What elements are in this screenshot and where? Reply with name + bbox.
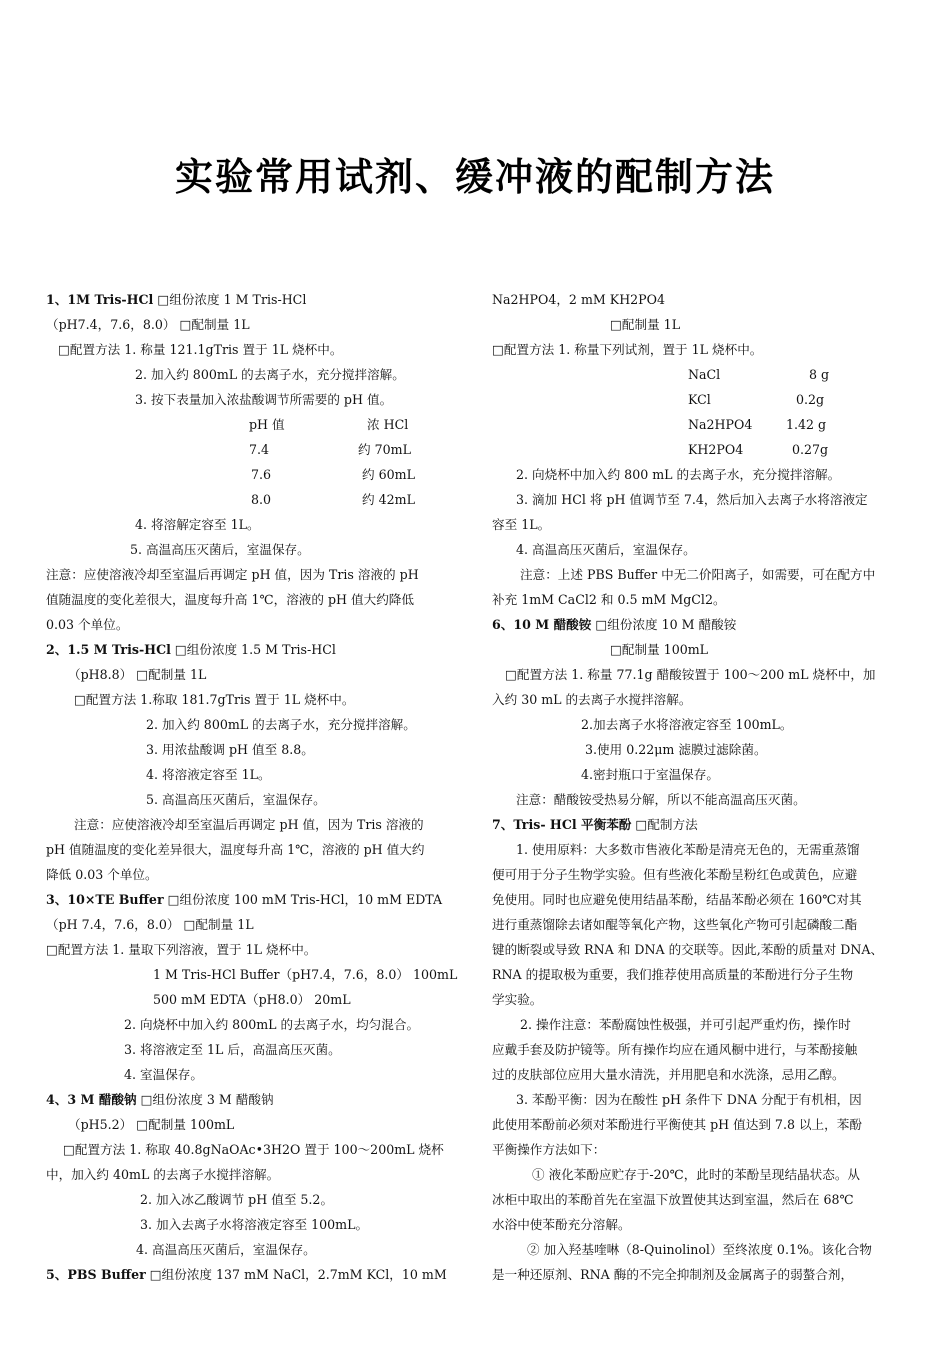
section-heading: 5、PBS Buffer: [46, 1267, 146, 1282]
line-text: 2. 操作注意：苯酚腐蚀性极强，并可引起严重灼伤，操作时: [520, 1017, 851, 1032]
line-text: 0.27g: [792, 442, 829, 457]
line-text: □配制量 100mL: [610, 642, 709, 657]
line-text: 便可用于分子生物学实验。但有些液化苯酚呈粉红色或黄色，应避: [492, 867, 858, 882]
line-text: 注意：醋酸铵受热易分解，所以不能高温高压灭菌。: [516, 792, 806, 807]
line-text: 7.6: [251, 467, 272, 482]
text-line: [153, 992, 351, 1008]
text-line: [135, 367, 405, 383]
line-text: 0.2g: [796, 392, 825, 407]
text-line: [124, 1067, 203, 1083]
line-text: □组份浓度 3 M 醋酸钠: [136, 1092, 274, 1107]
line-text: 1 M Tris-HCl Buffer（pH7.4，7.6，8.0） 100mL: [153, 967, 458, 982]
text-line: [520, 567, 875, 583]
text-line: [492, 967, 853, 983]
line-text: KCl: [688, 392, 711, 407]
line-text: 7.4: [249, 442, 270, 457]
line-text: 1.42 g: [786, 417, 827, 432]
text-line: [46, 567, 419, 583]
line-text: 浓 HCl: [367, 417, 409, 432]
text-line: [585, 742, 767, 758]
text-line: [492, 1117, 862, 1133]
text-line: [520, 1017, 851, 1033]
line-text: （pH 7.4，7.6，8.0） □配制量 1L: [46, 917, 254, 932]
line-text: 过的皮肤部位应用大量水清洗，并用肥皂和水洗涤，忌用乙醇。: [492, 1067, 845, 1082]
line-text: 2. 向烧杯中加入约 800 mL 的去离子水，充分搅拌溶解。: [516, 467, 841, 482]
text-line: [516, 542, 696, 558]
text-line: [492, 1217, 631, 1233]
text-line: [492, 867, 857, 883]
line-text: 约 60mL: [362, 467, 415, 482]
text-line: [140, 1217, 368, 1233]
text-line: [492, 1192, 854, 1208]
text-line: [492, 1142, 605, 1158]
line-text: 应戴手套及防护镜等。所有操作均应在通风橱中进行，与苯酚接触: [492, 1042, 858, 1057]
text-line: [610, 642, 708, 658]
line-text: □配制量 1L: [610, 317, 681, 332]
section-heading: 6、10 M 醋酸铵: [492, 617, 592, 632]
text-line: [146, 792, 326, 808]
text-line: [492, 1267, 853, 1283]
section-heading-line: [492, 617, 736, 633]
line-text: 注意：应使溶液冷却至室温后再调定 pH 值，因为 Tris 溶液的: [74, 817, 424, 832]
text-line: [68, 1117, 234, 1133]
line-text: 3. 滴加 HCl 将 pH 值调节至 7.4，然后加入去离子水将溶液定: [516, 492, 868, 507]
section-heading: 7、Tris- HCl 平衡苯酚: [492, 817, 632, 832]
text-line: [688, 417, 752, 433]
line-text: 水浴中使苯酚充分溶解。: [492, 1217, 631, 1232]
section-heading: 4、3 M 醋酸钠: [46, 1092, 137, 1107]
text-line: [74, 817, 424, 833]
line-text: 8.0: [251, 492, 272, 507]
line-text: 0.03 个单位。: [46, 617, 129, 632]
text-line: [124, 1042, 341, 1058]
line-text: 2. 加入约 800mL 的去离子水，充分搅拌溶解。: [146, 717, 416, 732]
text-line: [249, 442, 269, 458]
text-line: [610, 317, 680, 333]
text-line: [581, 767, 719, 783]
text-line: [362, 492, 415, 508]
text-line: [492, 892, 862, 908]
section-heading-line: [46, 1267, 447, 1283]
line-text: 注意：上述 PBS Buffer 中无二价阳离子，如需要，可在配方中: [520, 567, 876, 582]
section-heading: 2、1.5 M Tris-HCl: [46, 642, 171, 657]
text-line: [251, 492, 271, 508]
text-line: [532, 1167, 860, 1183]
section-heading-line: [46, 292, 306, 308]
text-line: [792, 442, 828, 458]
line-text: 容至 1L。: [492, 517, 551, 532]
line-text: ② 加入羟基喹啉（8-Quinolinol）至终浓度 0.1%。该化合物: [527, 1242, 872, 1257]
line-text: NaCl: [688, 367, 721, 382]
text-line: [527, 1242, 872, 1258]
page-title: 实验常用试剂、缓冲液的配制方法: [174, 155, 775, 199]
line-text: □配置方法 1. 称量 121.1gTris 置于 1L 烧杯中。: [58, 342, 343, 357]
text-line: [492, 1067, 845, 1083]
text-line: [46, 1167, 279, 1183]
line-text: □组份浓度 1 M Tris-HCl: [153, 292, 307, 307]
line-text: 中，加入约 40mL 的去离子水搅拌溶解。: [46, 1167, 280, 1182]
text-line: [492, 992, 542, 1008]
text-line: [492, 942, 883, 958]
text-line: [124, 1017, 419, 1033]
section-heading-line: [46, 642, 336, 658]
line-text: Na2HPO4，2 mM KH2PO4: [492, 292, 665, 307]
line-text: 2. 向烧杯中加入约 800mL 的去离子水，均匀混合。: [124, 1017, 420, 1032]
line-text: 3. 将溶液定至 1L 后，高温高压灭菌。: [124, 1042, 341, 1057]
line-text: □配制方法: [631, 817, 698, 832]
line-text: KH2PO4: [688, 442, 744, 457]
line-text: □组份浓度 10 M 醋酸铵: [591, 617, 737, 632]
text-line: [796, 392, 824, 408]
text-line: [516, 842, 859, 858]
line-text: □配置方法 1. 称取 40.8gNaOAc•3H2O 置于 100～200mL 烧杯: [63, 1142, 444, 1157]
line-text: □配置方法 1. 称量下列试剂，置于 1L 烧杯中。: [492, 342, 763, 357]
text-line: [146, 717, 416, 733]
line-text: 3. 按下表量加入浓盐酸调节所需要的 pH 值。: [135, 392, 393, 407]
text-line: [46, 867, 158, 883]
line-text: 3.使用 0.22μm 滤膜过滤除菌。: [585, 742, 767, 757]
line-text: 约 70mL: [358, 442, 411, 457]
line-text: 5. 高温高压灭菌后，室温保存。: [146, 792, 326, 807]
line-text: 2. 加入约 800mL 的去离子水，充分搅拌溶解。: [135, 367, 405, 382]
text-line: [688, 442, 743, 458]
line-text: □配置方法 1. 称量 77.1g 醋酸铵置于 100～200 mL 烧杯中，加: [505, 667, 876, 682]
line-text: 2.加去离子水将溶液定容至 100mL。: [581, 717, 793, 732]
text-line: [46, 842, 424, 858]
line-text: 4. 高温高压灭菌后，室温保存。: [516, 542, 696, 557]
text-line: [492, 1042, 857, 1058]
line-text: 500 mM EDTA（pH8.0） 20mL: [153, 992, 351, 1007]
section-heading-line: [46, 1092, 274, 1108]
text-line: [146, 767, 271, 783]
text-line: [492, 592, 726, 608]
text-line: [492, 692, 691, 708]
line-text: 键的断裂或导致 RNA 和 DNA 的交联等。因此,苯酚的质量对 DNA、: [492, 942, 884, 957]
text-line: [46, 917, 254, 933]
text-line: [367, 417, 408, 433]
text-line: [153, 967, 457, 983]
line-text: 1. 使用原料：大多数市售液化苯酚是清亮无色的，无需重蒸馏: [516, 842, 860, 857]
line-text: 5. 高温高压灭菌后，室温保存。: [130, 542, 310, 557]
text-line: [492, 917, 857, 933]
line-text: 2. 加入冰乙酸调节 pH 值至 5.2。: [140, 1192, 334, 1207]
line-text: 约 42mL: [362, 492, 415, 507]
line-text: 此使用苯酚前必须对苯酚进行平衡使其 pH 值达到 7.8 以上，苯酚: [492, 1117, 862, 1132]
section-heading-line: [492, 817, 698, 833]
line-text: □组份浓度 1.5 M Tris-HCl: [170, 642, 336, 657]
line-text: □组份浓度 137 mM NaCl，2.7mM KCl，10 mM: [145, 1267, 447, 1282]
section-heading: 3、10×TE Buffer: [46, 892, 164, 907]
text-line: [516, 467, 840, 483]
line-text: 4. 将溶解定容至 1L。: [135, 517, 260, 532]
text-line: [516, 792, 806, 808]
line-text: （pH5.2） □配制量 100mL: [68, 1117, 235, 1132]
line-text: 4. 室温保存。: [124, 1067, 203, 1082]
line-text: 8 g: [809, 367, 830, 382]
text-line: [46, 317, 250, 333]
line-text: 3. 加入去离子水将溶液定容至 100mL。: [140, 1217, 369, 1232]
line-text: 平衡操作方法如下：: [492, 1142, 606, 1157]
line-text: ① 液化苯酚应贮存于-20℃，此时的苯酚呈现结晶状态。从: [532, 1167, 861, 1182]
line-text: 4.密封瓶口于室温保存。: [581, 767, 719, 782]
text-line: [46, 942, 316, 958]
text-line: [688, 367, 720, 383]
text-line: [135, 392, 392, 408]
line-text: 降低 0.03 个单位。: [46, 867, 158, 882]
line-text: 4. 将溶液定容至 1L。: [146, 767, 271, 782]
text-line: [516, 492, 868, 508]
text-line: [251, 467, 271, 483]
line-text: 是一种还原剂、RNA 酶的不完全抑制剂及金属离子的弱螯合剂，: [492, 1267, 854, 1282]
line-text: 入约 30 mL 的去离子水搅拌溶解。: [492, 692, 692, 707]
line-text: 值随温度的变化差很大，温度每升高 1℃，溶液的 pH 值大约降低: [46, 592, 414, 607]
line-text: 4. 高温高压灭菌后，室温保存。: [136, 1242, 316, 1257]
line-text: □组份浓度 100 mM Tris-HCl，10 mM EDTA: [163, 892, 443, 907]
text-line: [136, 1242, 316, 1258]
text-line: [688, 392, 711, 408]
text-line: [505, 667, 876, 683]
line-text: Na2HPO4: [688, 417, 753, 432]
text-line: [58, 342, 342, 358]
text-line: [146, 742, 314, 758]
line-text: 免使用。同时也应避免使用结晶苯酚，结晶苯酚必须在 160℃对其: [492, 892, 862, 907]
text-line: [786, 417, 826, 433]
text-line: [249, 417, 285, 433]
section-heading: 1、1M Tris-HCl: [46, 292, 154, 307]
text-line: [130, 542, 310, 558]
text-line: [581, 717, 793, 733]
text-line: [492, 517, 550, 533]
line-text: 冰柜中取出的苯酚首先在室温下放置使其达到室温，然后在 68℃: [492, 1192, 854, 1207]
text-line: [140, 1192, 333, 1208]
line-text: RNA 的提取极为重要，我们推荐使用高质量的苯酚进行分子生物: [492, 967, 854, 982]
section-heading-line: [46, 892, 442, 908]
text-line: [68, 667, 206, 683]
line-text: （pH8.8） □配制量 1L: [68, 667, 207, 682]
line-text: 进行重蒸馏除去诸如醌等氧化产物，这些氧化产物可引起磷酸二酯: [492, 917, 858, 932]
line-text: pH 值随温度的变化差异很大，温度每升高 1℃，溶液的 pH 值大约: [46, 842, 425, 857]
line-text: □配置方法 1. 量取下列溶液，置于 1L 烧杯中。: [46, 942, 317, 957]
line-text: 注意：应使溶液冷却至室温后再调定 pH 值，因为 Tris 溶液的 pH: [46, 567, 419, 582]
text-line: [516, 1092, 862, 1108]
line-text: 3. 用浓盐酸调 pH 值至 8.8。: [146, 742, 314, 757]
text-line: [492, 342, 762, 358]
text-line: [135, 517, 260, 533]
text-line: [46, 592, 414, 608]
line-text: 3. 苯酚平衡：因为在酸性 pH 条件下 DNA 分配于有机相，因: [516, 1092, 862, 1107]
text-line: [809, 367, 829, 383]
text-line: [46, 617, 128, 633]
line-text: 学实验。: [492, 992, 543, 1007]
text-line: [74, 692, 354, 708]
line-text: 补充 1mM CaCl2 和 0.5 mM MgCl2。: [492, 592, 726, 607]
line-text: （pH7.4，7.6，8.0） □配制量 1L: [46, 317, 250, 332]
text-line: [492, 292, 665, 308]
line-text: □配置方法 1.称取 181.7gTris 置于 1L 烧杯中。: [74, 692, 355, 707]
line-text: pH 值: [249, 417, 285, 432]
text-line: [358, 442, 411, 458]
text-line: [362, 467, 415, 483]
text-line: [63, 1142, 444, 1158]
